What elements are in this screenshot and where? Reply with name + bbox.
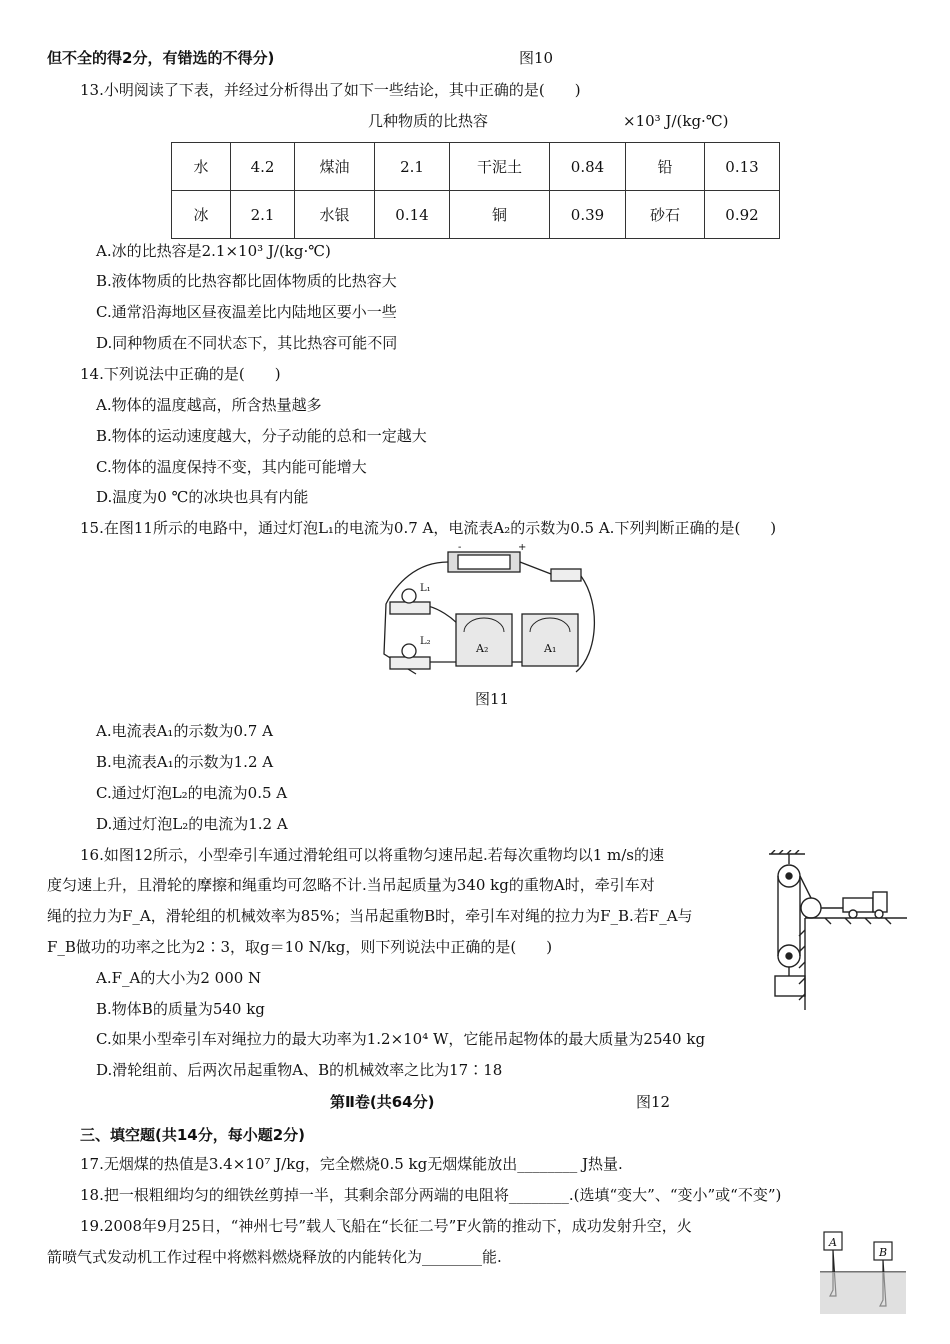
- lamp-l1-label: L₁: [420, 583, 431, 594]
- q13-option-a: A.冰的比热容是2.1×10³ J/(kg·℃): [96, 242, 331, 260]
- q14-option-c: C.物体的温度保持不变，其内能可能增大: [96, 458, 367, 476]
- q18: 18.把一根粗细均匀的细铁丝剪掉一半，其剩余部分两端的电阻将________.(选填“变大”、“变小”或“不变”): [80, 1186, 782, 1204]
- table-cell: 0.39: [550, 191, 626, 239]
- table-cell: 2.1: [375, 143, 450, 191]
- table-cell: 干泥土: [450, 143, 550, 191]
- section3-title: 三、填空题(共14分，每小题2分): [80, 1126, 306, 1144]
- table-cell: 煤油: [295, 143, 375, 191]
- lamp-l2-label: L₂: [420, 636, 431, 647]
- stake-a-label: A: [829, 1236, 837, 1249]
- table-title: 几种物质的比热容: [368, 112, 489, 130]
- table-unit: ×10³ J/(kg·℃): [623, 112, 729, 130]
- q14-option-d: D.温度为0 ℃的冰块也具有内能: [96, 488, 309, 506]
- table-cell: 0.14: [375, 191, 450, 239]
- q14-option-a: A.物体的温度越高，所含热量越多: [96, 396, 322, 414]
- table-cell: 水银: [295, 191, 375, 239]
- q16-stem-line3: 绳的拉力为F_A，滑轮组的机械效率为85%；当吊起重物B时，牵引车对绳的拉力为F_B.若F_A与: [47, 907, 693, 925]
- q16-stem-line4: F_B做功的功率之比为2∶3，取g＝10 N/kg，则下列说法中正确的是( ): [47, 938, 553, 956]
- previous-instruction-tail: 但不全的得2分，有错选的不得分): [47, 49, 275, 67]
- q13-option-b: B.液体物质的比热容都比固体物质的比热容大: [96, 272, 397, 290]
- q15-option-d: D.通过灯泡L₂的电流为1.2 A: [96, 815, 288, 833]
- q15-option-a: A.电流表A₁的示数为0.7 A: [96, 722, 273, 740]
- table-cell: 水: [172, 143, 231, 191]
- q16-option-b: B.物体B的质量为540 kg: [96, 1000, 265, 1018]
- battery-plus-label: +: [518, 544, 527, 553]
- table-cell: 0.92: [705, 191, 780, 239]
- table-cell: 0.84: [550, 143, 626, 191]
- q16-option-c: C.如果小型牵引车对绳拉力的最大功率为1.2×10⁴ W，它能吊起物体的最大质量为2540 kg: [96, 1030, 706, 1048]
- circuit-figure: [376, 544, 604, 682]
- table-cell: 0.13: [705, 143, 780, 191]
- q14-stem: 14.下列说法中正确的是( ): [80, 365, 281, 383]
- stake-b-label: B: [879, 1246, 888, 1259]
- q15-stem: 15.在图11所示的电路中，通过灯泡L₁的电流为0.7 A，电流表A₂的示数为0.5 A.下列判断正确的是( ): [80, 519, 777, 537]
- table-cell: 铅: [626, 143, 705, 191]
- battery-minus-label: -: [458, 544, 462, 553]
- table-cell: 砂石: [626, 191, 705, 239]
- pulley-truck-figure: [765, 850, 915, 1016]
- q13-option-c: C.通常沿海地区昼夜温差比内陆地区要小一些: [96, 303, 397, 321]
- ammeter-a1-label: A₁: [544, 642, 557, 655]
- stake-ground-figure: [818, 1228, 910, 1316]
- ammeter-a2-label: A₂: [476, 642, 489, 655]
- table-cell: 4.2: [231, 143, 295, 191]
- part2-title: 第Ⅱ卷(共64分): [330, 1093, 435, 1111]
- q16-option-d: D.滑轮组前、后两次吊起重物A、B的机械效率之比为17∶18: [96, 1061, 503, 1079]
- q17: 17.无烟煤的热值是3.4×10⁷ J/kg，完全燃烧0.5 kg无烟煤能放出________ J热量.: [80, 1155, 623, 1173]
- fig12-caption: 图12: [636, 1093, 671, 1111]
- q19-line1: 19.2008年9月25日，“神州七号”载人飞船在“长征二号”F火箭的推动下，成功发射升空，火: [80, 1217, 692, 1235]
- table-cell: 冰: [172, 191, 231, 239]
- specific-heat-table: [171, 142, 780, 239]
- q16-option-a: A.F_A的大小为2 000 N: [96, 969, 262, 987]
- table-row: [172, 143, 780, 191]
- fig10-caption: 图10: [519, 49, 554, 67]
- table-cell: 铜: [450, 191, 550, 239]
- table-cell: 2.1: [231, 191, 295, 239]
- q16-stem-line1: 16.如图12所示，小型牵引车通过滑轮组可以将重物匀速吊起.若每次重物均以1 m/s的速: [80, 846, 665, 864]
- table-row: [172, 191, 780, 239]
- q16-stem-line2: 度匀速上升，且滑轮的摩擦和绳重均可忽略不计.当吊起质量为340 kg的重物A时，牵引车对: [47, 876, 655, 894]
- q15-option-c: C.通过灯泡L₂的电流为0.5 A: [96, 784, 288, 802]
- q15-option-b: B.电流表A₁的示数为1.2 A: [96, 753, 274, 771]
- q14-option-b: B.物体的运动速度越大，分子动能的总和一定越大: [96, 427, 427, 445]
- fig11-caption: 图11: [475, 690, 510, 708]
- q19-line2: 箭喷气式发动机工作过程中将燃料燃烧释放的内能转化为________能.: [47, 1248, 502, 1266]
- q13-option-d: D.同种物质在不同状态下，其比热容可能不同: [96, 334, 398, 352]
- q13-stem: 13.小明阅读了下表，并经过分析得出了如下一些结论，其中正确的是( ): [80, 81, 581, 99]
